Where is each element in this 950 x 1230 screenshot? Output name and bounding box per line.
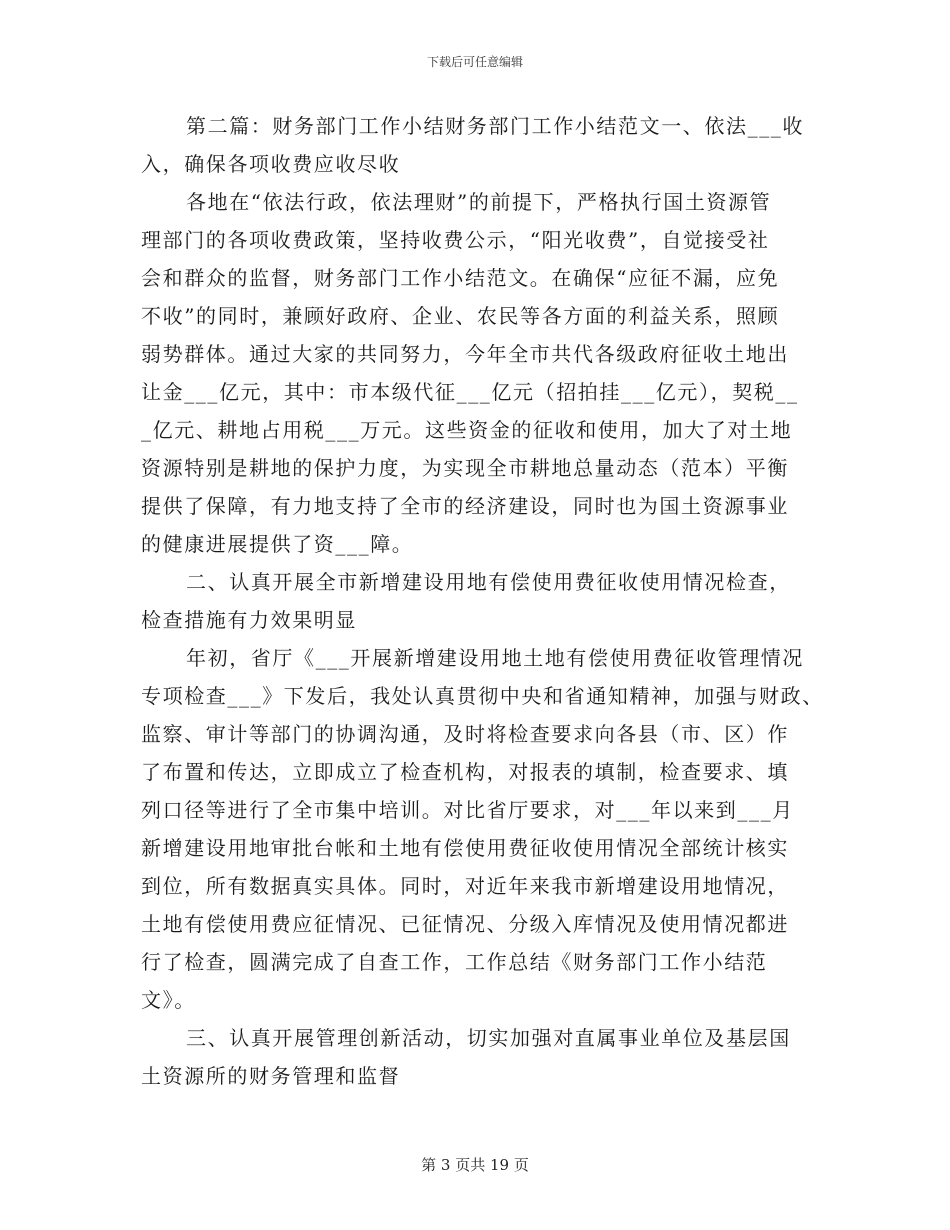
section-heading: 土资源所的财务管理和监督 bbox=[141, 1064, 401, 1088]
text-line: _亿元、耕地占用税___万元。这些资金的征收和使用，加大了对土地 bbox=[141, 418, 793, 442]
text-line: 年初，省厅《___开展新增建设用地土地有偿使用费征收管理情况 bbox=[186, 646, 804, 670]
section-heading: 二、认真开展全市新增建设用地有偿使用费征收使用情况检查， bbox=[186, 570, 791, 594]
text-line: 第二篇：财务部门工作小结财务部门工作小结范文一、依法___收 bbox=[186, 114, 804, 138]
text-line: 土地有偿使用费应征情况、已征情况、分级入库情况及使用情况都进 bbox=[141, 912, 789, 936]
text-line: 新增建设用地审批台帐和土地有偿使用费征收使用情况全部统计核实 bbox=[141, 836, 789, 860]
text-line: 了布置和传达，立即成立了检查机构，对报表的填制，检查要求、填 bbox=[141, 760, 789, 784]
text-line: 列口径等进行了全市集中培训。对比省厅要求，对___年以来到___月 bbox=[141, 798, 794, 822]
text-line: 理部门的各项收费政策，坚持收费公示，“阳光收费”，自觉接受社 bbox=[141, 228, 770, 252]
text-line: 行了检查，圆满完成了自查工作，工作总结《财务部门工作小结范 bbox=[141, 950, 768, 974]
text-line: 各地在“依法行政，依法理财”的前提下，严格执行国土资源管 bbox=[186, 190, 772, 214]
text-line: 让金___亿元，其中：市本级代征___亿元（招拍挂___亿元），契税__ bbox=[141, 380, 799, 404]
text-line: 资源特别是耕地的保护力度，为实现全市耕地总量动态（范本）平衡 bbox=[141, 456, 789, 480]
text-line: 不收”的同时，兼顾好政府、企业、农民等各方面的利益关系，照顾 bbox=[141, 304, 780, 328]
page-header-note: 下载后可任意编辑 bbox=[426, 55, 523, 69]
text-line: 文》。 bbox=[141, 988, 196, 1012]
text-line: 弱势群体。通过大家的共同努力，今年全市共代各级政府征收土地出 bbox=[141, 342, 789, 366]
text-line: 专项检查___》下发后，我处认真贯彻中央和省通知精神，加强与财政、 bbox=[141, 684, 824, 708]
text-line: 到位，所有数据真实具体。同时，对近年来我市新增建设用地情况， bbox=[141, 874, 789, 898]
text-line: 会和群众的监督，财务部门工作小结范文。在确保“应征不漏，应免 bbox=[141, 266, 780, 290]
text-line: 提供了保障，有力地支持了全市的经济建设，同时也为国土资源事业 bbox=[141, 494, 789, 518]
section-heading: 检查措施有力效果明显 bbox=[141, 608, 357, 632]
text-line: 监察、审计等部门的协调沟通，及时将检查要求向各县（市、区）作 bbox=[141, 722, 789, 746]
page-number: 第 3 页共 19 页 bbox=[421, 1156, 529, 1174]
section-heading: 三、认真开展管理创新活动，切实加强对直属事业单位及基层国 bbox=[186, 1026, 791, 1050]
text-line: 的健康进展提供了资___障。 bbox=[141, 532, 414, 556]
text-line: 入，确保各项收费应收尽收 bbox=[141, 152, 401, 176]
